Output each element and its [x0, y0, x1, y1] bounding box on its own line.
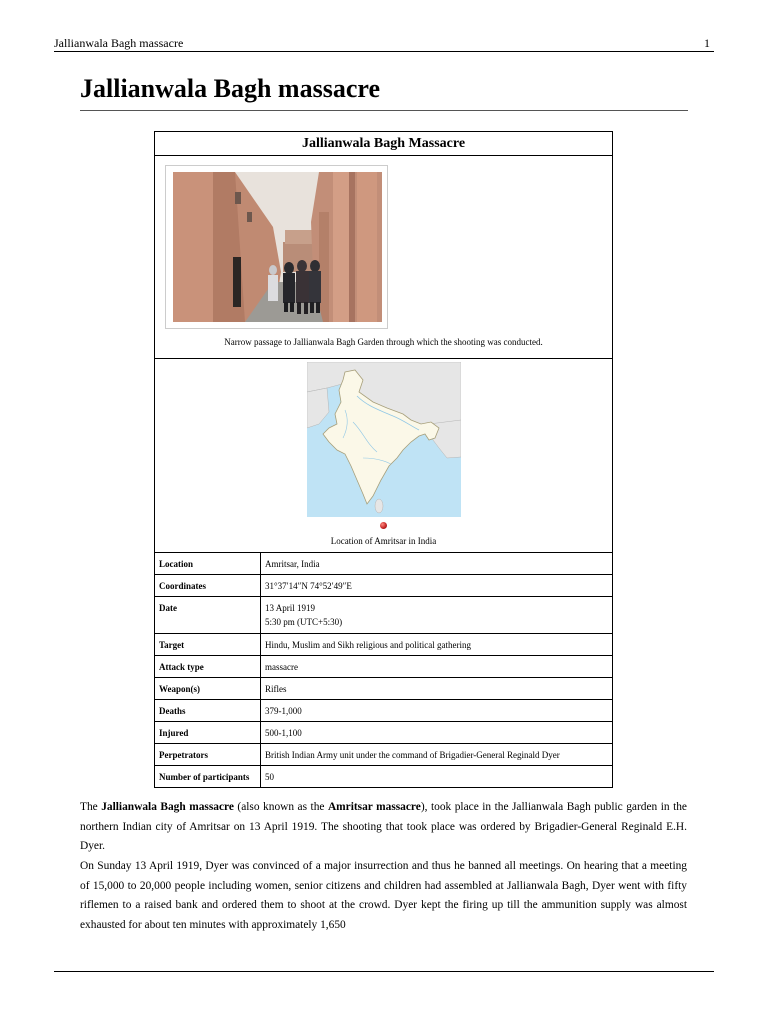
- infobox-date-value: 13 April 1919: [265, 603, 316, 613]
- infobox-value: massacre: [265, 662, 298, 672]
- infobox-row-weapons: [155, 678, 612, 700]
- infobox-map-cell: [155, 359, 612, 553]
- footer-rule: [54, 971, 714, 972]
- infobox-row-attack-type: [155, 656, 612, 678]
- photo-frame: [165, 165, 388, 329]
- infobox-row-coordinates: [155, 575, 612, 597]
- infobox-label: Target: [155, 634, 261, 655]
- infobox-label: Date: [155, 597, 261, 633]
- infobox-label: Attack type: [155, 656, 261, 677]
- infobox-photo-cell: [155, 156, 612, 359]
- infobox-label: Coordinates: [155, 575, 261, 596]
- infobox-label: Location: [155, 553, 261, 574]
- body-paragraph: [80, 798, 687, 857]
- infobox-row-date: [155, 597, 612, 634]
- photo-caption: Narrow passage to Jallianwala Bagh Garden through which the shooting was conducted.: [224, 337, 543, 347]
- body-paragraph: On Sunday 13 April 1919, Dyer was convinced of a major insurrection and thus he banned all meetings. On hearing that a meeting of 15,000 to 20,000 people including women, senior citizens and children had assembled at Jallianwala Bagh, Dyer went with fifty riflemen to a raised bank and ordered them to shoot at the crowd. Dyer kept the firing up till the ammunition supply was almost exhausted for about ten minutes with approximately 1,650: [80, 860, 687, 931]
- alternate-name-bold: Amritsar massacre: [327, 801, 421, 813]
- page-title: Jallianwala Bagh massacre: [80, 72, 688, 111]
- infobox-row-perpetrators: [155, 744, 612, 766]
- page-number: 1: [704, 36, 710, 50]
- infobox-row-deaths: [155, 700, 612, 722]
- body-text-run: The: [80, 801, 102, 813]
- infobox-label: Injured: [155, 722, 261, 743]
- amritsar-marker-icon: [380, 522, 387, 529]
- running-header: [54, 37, 714, 52]
- infobox-label: Perpetrators: [155, 744, 261, 765]
- narrow-passage-photo[interactable]: [173, 172, 382, 322]
- infobox-label: Deaths: [155, 700, 261, 721]
- running-header-title: Jallianwala Bagh massacre: [54, 36, 184, 50]
- infobox-value: 500-1,100: [265, 728, 302, 738]
- india-location-map[interactable]: [307, 362, 461, 517]
- infobox-value: 31°37′14″N 74°52′49″E: [265, 581, 352, 591]
- body-text-run: ), took place in the Jallianwala Bagh public garden in the northern Indian city of Amritsar on 13 April 1919. The shooting that took place was ordered by Brigadier-General Reginald E.H. Dyer.: [80, 801, 687, 852]
- infobox: [154, 131, 613, 788]
- infobox-label: Number of participants: [155, 766, 261, 787]
- body-text-run: (also known as the: [233, 801, 328, 813]
- infobox-row-location: [155, 553, 612, 575]
- infobox-value: [261, 597, 612, 633]
- infobox-row-participants: [155, 766, 612, 787]
- infobox-label: Weapon(s): [155, 678, 261, 699]
- infobox-value: Amritsar, India: [265, 559, 320, 569]
- infobox-value: British Indian Army unit under the command of Brigadier-General Reginald Dyer: [265, 750, 560, 760]
- infobox-value: Hindu, Muslim and Sikh religious and political gathering: [265, 640, 471, 650]
- article-subject-bold: Jallianwala Bagh massacre: [101, 801, 234, 813]
- infobox-row-target: [155, 634, 612, 656]
- infobox-value: 379-1,000: [265, 706, 302, 716]
- map-caption: Location of Amritsar in India: [330, 536, 437, 546]
- infobox-title: Jallianwala Bagh Massacre: [155, 132, 612, 156]
- infobox-row-injured: [155, 722, 612, 744]
- infobox-time-value: 5:30 pm (UTC+5:30): [265, 617, 343, 627]
- infobox-value: 50: [265, 772, 274, 782]
- infobox-value: Rifles: [265, 684, 287, 694]
